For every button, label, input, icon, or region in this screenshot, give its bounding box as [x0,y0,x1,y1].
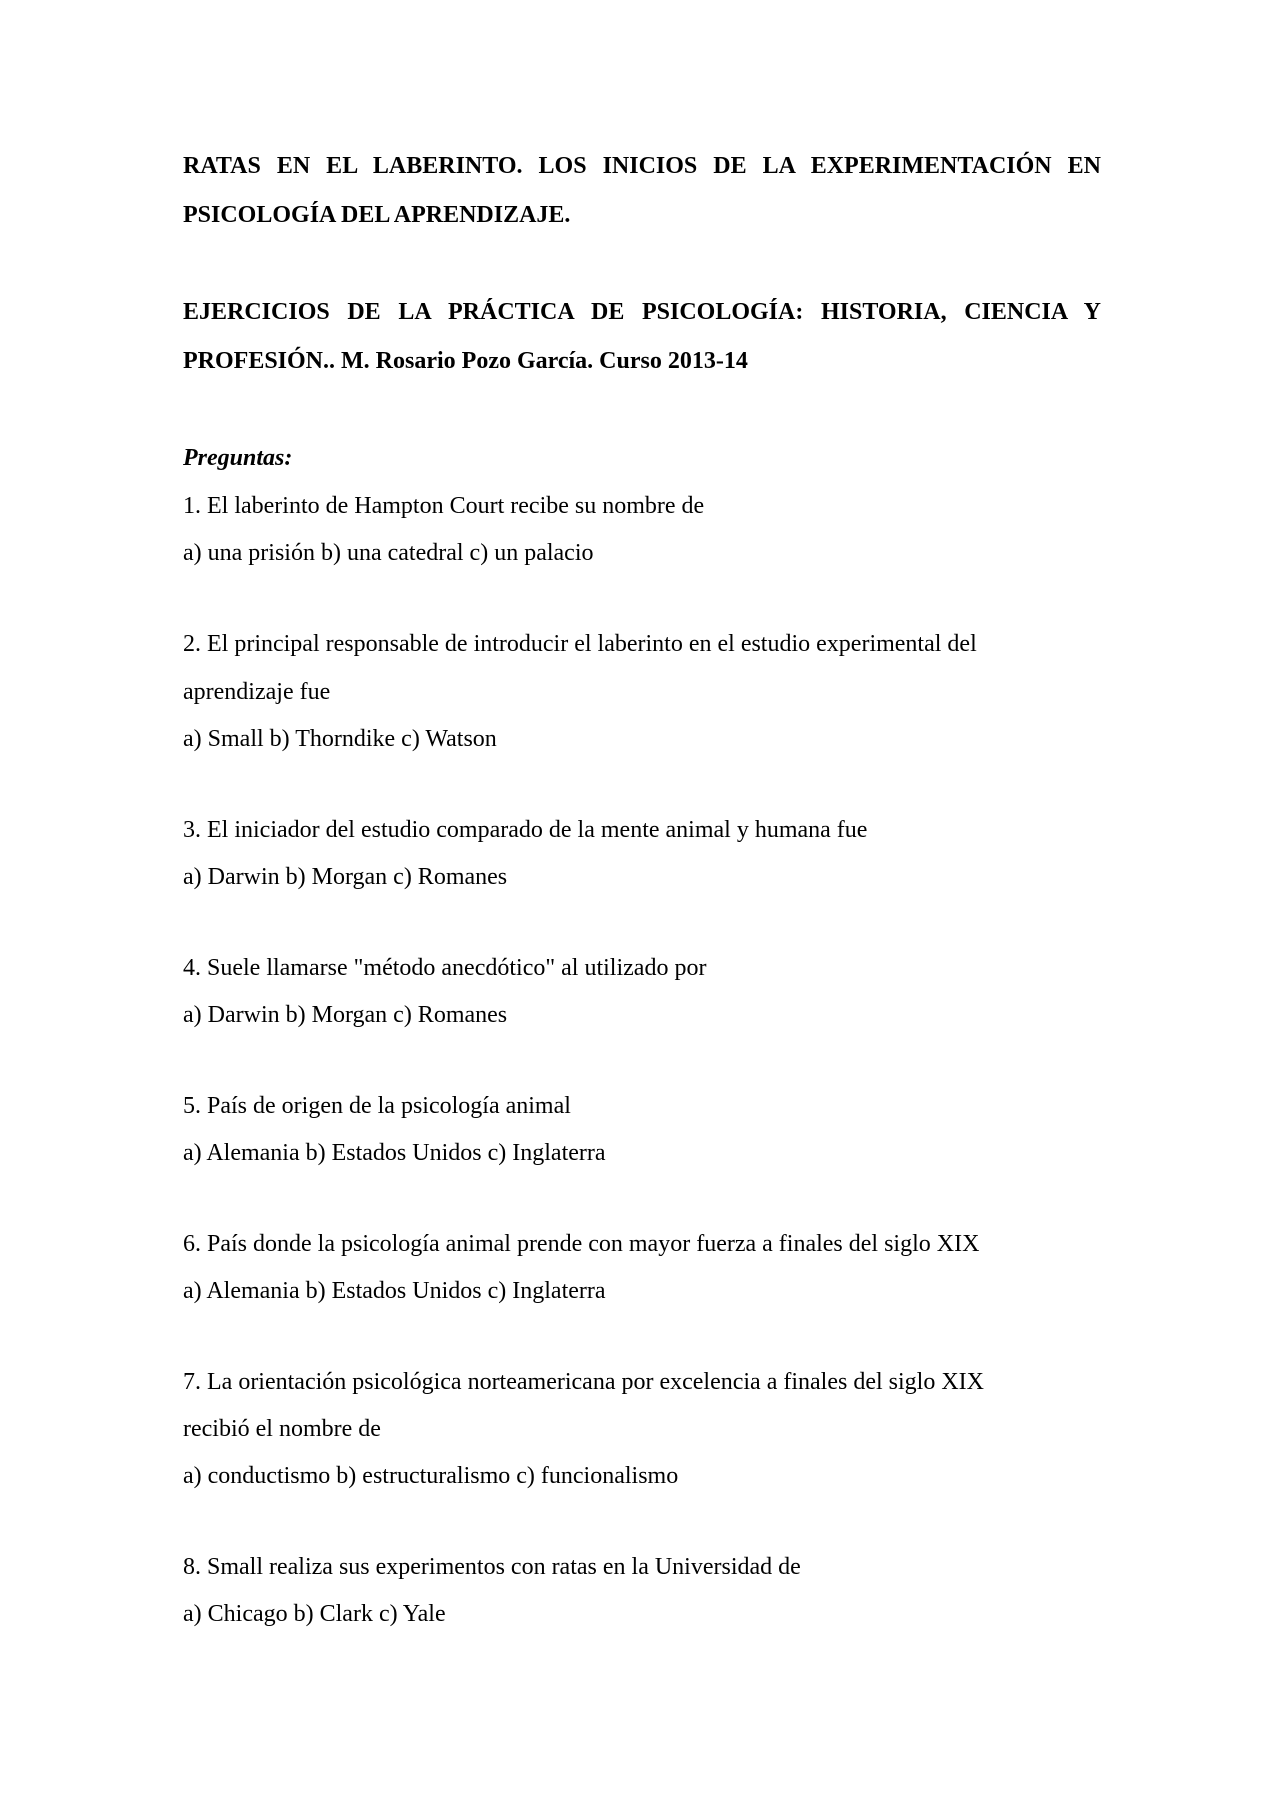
section-label: Preguntas: [183,445,293,471]
question-6-text: 6. País donde la psicología animal prende con mayor fuerza a finales del siglo XIX [183,1231,980,1257]
question-7-text-cont: recibió el nombre de [183,1416,381,1442]
subtitle-line-1: EJERCICIOS DE LA PRÁCTICA DE PSICOLOGÍA: HISTORIA, CIENCIA Y [183,299,1101,325]
question-3-options: a) Darwin b) Morgan c) Romanes [183,864,508,890]
question-5-options: a) Alemania b) Estados Unidos c) Inglaterra [183,1140,606,1166]
title-line-1: RATAS EN EL LABERINTO. LOS INICIOS DE LA EXPERIMENTACIÓN EN [183,153,1101,179]
question-1-text: 1. El laberinto de Hampton Court recibe su nombre de [183,493,705,519]
question-5-text: 5. País de origen de la psicología animal [183,1093,571,1119]
question-2-options: a) Small b) Thorndike c) Watson [183,726,497,752]
question-4-text: 4. Suele llamarse "método anecdótico" al utilizado por [183,955,707,981]
question-4-options: a) Darwin b) Morgan c) Romanes [183,1002,508,1028]
question-6-options: a) Alemania b) Estados Unidos c) Inglaterra [183,1278,606,1304]
question-3-text: 3. El iniciador del estudio comparado de la mente animal y humana fue [183,817,868,843]
title-line-2: PSICOLOGÍA DEL APRENDIZAJE. [183,202,571,228]
question-8-options: a) Chicago b) Clark c) Yale [183,1601,446,1627]
subtitle-line-2: PROFESIÓN.. M. Rosario Pozo García. Curso 2013-14 [183,348,748,374]
question-7-text: 7. La orientación psicológica norteamericana por excelencia a finales del siglo XIX [183,1369,984,1395]
question-2-text-cont: aprendizaje fue [183,679,331,705]
question-1-options: a) una prisión b) una catedral c) un palacio [183,540,594,566]
question-7-options: a) conductismo b) estructuralismo c) funcionalismo [183,1463,679,1489]
question-8-text: 8. Small realiza sus experimentos con ratas en la Universidad de [183,1554,801,1580]
question-2-text: 2. El principal responsable de introducir el laberinto en el estudio experimental del [183,631,977,657]
